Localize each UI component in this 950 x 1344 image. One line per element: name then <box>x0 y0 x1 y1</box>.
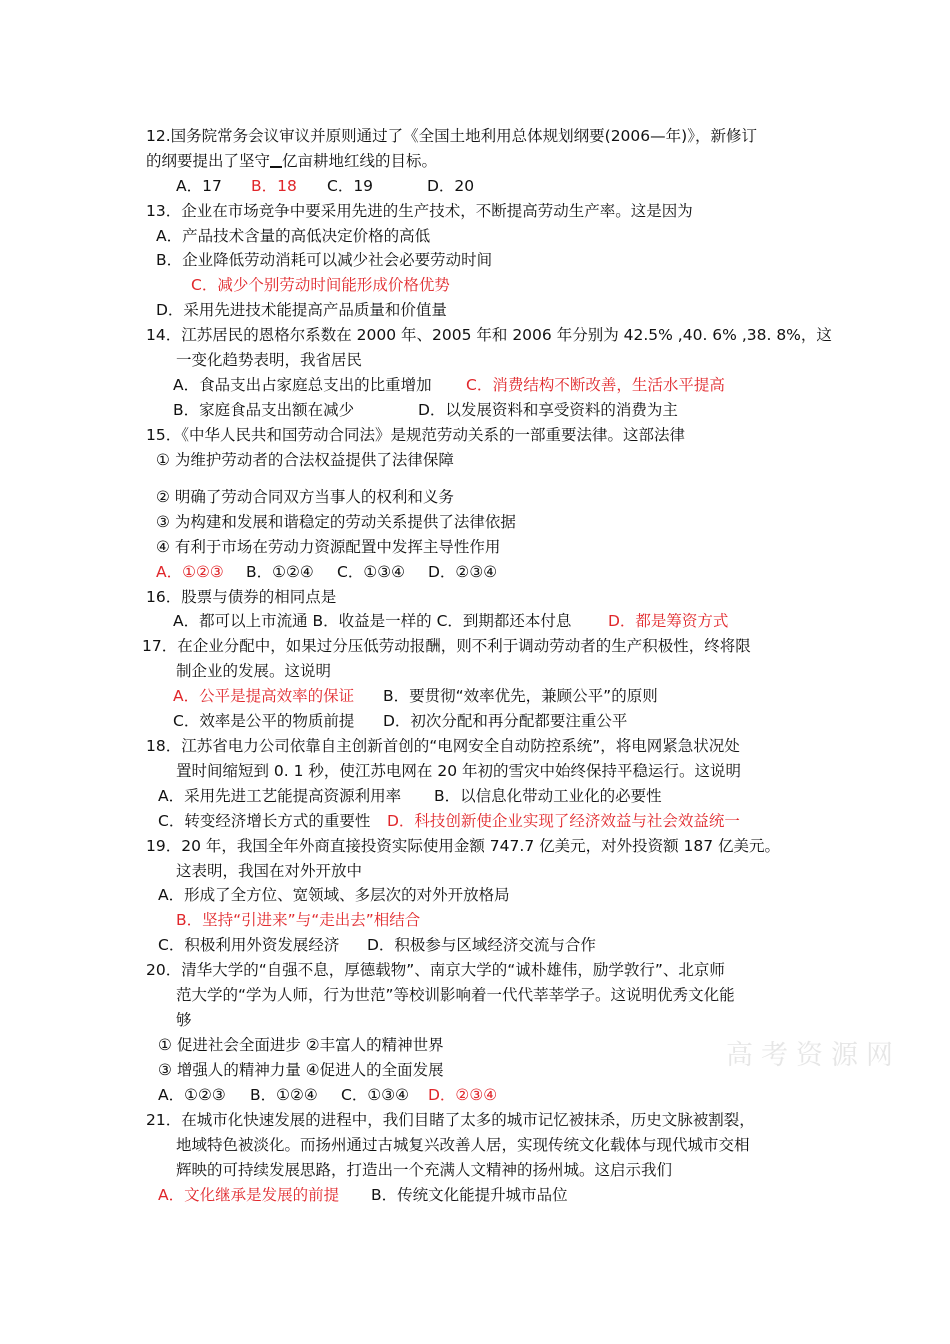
q17-option-a-answer: A．公平是提高效率的保证 <box>173 687 355 705</box>
q13-option-a: A．产品技术含量的高低决定价格的高低 <box>156 227 431 245</box>
q15-statement-4: ④ 有利于市场在劳动力资源配置中发挥主导性作用 <box>156 538 501 556</box>
q15-statement-1: ① 为维护劳动者的合法权益提供了法律保障 <box>156 451 454 469</box>
q20-option-b: B．①②④ <box>250 1086 318 1104</box>
q14-option-a: A．食品支出占家庭总支出的比重增加 <box>173 376 432 394</box>
q19-stem-line1: 19．20 年，我国全年外商直接投资实际使用金额 747.7 亿美元，对外投资额 187 亿美元。 <box>146 837 781 855</box>
q12-option-a: A．17 <box>176 177 222 195</box>
q15-statement-2: ② 明确了劳动合同双方当事人的权利和义务 <box>156 488 454 506</box>
q12-stem-line2a: 的纲要提出了坚守 <box>146 152 271 170</box>
q21-option-b: B．传统文化能提升城市品位 <box>371 1186 568 1204</box>
q15-option-b: B．①②④ <box>246 563 314 581</box>
q21-option-a-answer: A．文化继承是发展的前提 <box>158 1186 340 1204</box>
q14-option-c-answer: C．消费结构不断改善，生活水平提高 <box>466 376 725 394</box>
q20-option-c: C．①③④ <box>341 1086 410 1104</box>
q17-stem-line1: 17．在企业分配中，如果过分压低劳动报酬，则不利于调动劳动者的生产积极性，终将限 <box>142 637 751 655</box>
q17-stem-line2: 制企业的发展。这说明 <box>176 662 332 680</box>
q12-stem-line2 <box>146 151 437 171</box>
q17-option-c: C．效率是公平的物质前提 <box>173 712 355 730</box>
q12-stem-line2b: 亿亩耕地红线的目标。 <box>282 152 438 170</box>
q20-option-d-answer: D．②③④ <box>428 1086 498 1104</box>
q21-stem-line1: 21．在城市化快速发展的进程中，我们目睹了太多的城市记忆被抹杀，历史文脉被割裂， <box>146 1111 755 1129</box>
q15-statement-3: ③ 为构建和发展和谐稳定的劳动关系提供了法律依据 <box>156 513 516 531</box>
q14-option-b: B．家庭食品支出额在减少 <box>173 401 355 419</box>
q13-option-b: B．企业降低劳动消耗可以减少社会必要劳动时间 <box>156 251 493 269</box>
q20-stem-line2: 范大学的“学为人师，行为世范”等校训影响着一代代莘莘学子。这说明优秀文化能 <box>176 986 735 1004</box>
q17-option-b: B．要贯彻“效率优先，兼顾公平”的原则 <box>383 687 658 705</box>
blank-underline <box>270 152 282 168</box>
q19-option-c: C．积极利用外资发展经济 <box>158 936 340 954</box>
q14-option-d: D．以发展资料和享受资料的消费为主 <box>418 401 678 419</box>
q20-option-a: A．①②③ <box>158 1086 226 1104</box>
q18-option-b: B．以信息化带动工业化的必要性 <box>434 787 662 805</box>
q13-option-d: D．采用先进技术能提高产品质量和价值量 <box>156 301 447 319</box>
q16-stem: 16．股票与债券的相同点是 <box>146 588 337 606</box>
q13-option-c-answer: C．减少个别劳动时间能形成价格优势 <box>191 276 450 294</box>
q18-option-c: C．转变经济增长方式的重要性 <box>158 812 371 830</box>
q18-stem-line1: 18．江苏省电力公司依靠自主创新首创的“电网安全自动防控系统”，将电网紧急状况处 <box>146 737 740 755</box>
q20-stem-line1: 20．清华大学的“自强不息，厚德载物”、南京大学的“诚朴雄伟，励学敦行”、北京师 <box>146 961 725 979</box>
q16-options-abc: A．都可以上市流通 B．收益是一样的 C．到期都还本付息 <box>173 612 572 630</box>
q21-stem-line2: 地域特色被淡化。而扬州通过古城复兴改善人居，实现传统文化载体与现代城市交相 <box>176 1136 750 1154</box>
q20-statements-3-4: ③ 增强人的精神力量 ④促进人的全面发展 <box>158 1061 444 1079</box>
q12-stem-line1: 12.国务院常务会议审议并原则通过了《全国土地利用总体规划纲要(2006—年)》，新修订 <box>146 127 757 145</box>
q12-option-b-answer: B．18 <box>251 177 297 195</box>
q19-option-a: A．形成了全方位、宽领域、多层次的对外开放格局 <box>158 886 510 904</box>
q19-stem-line2: 这表明，我国在对外开放中 <box>176 862 363 880</box>
q14-stem-line1: 14．江苏居民的恩格尔系数在 2000 年、2005 年和 2006 年分别为 42.5% ,40. 6% ,38. 8%，这 <box>146 326 832 344</box>
q19-option-b-answer: B．坚持“引进来”与“走出去”相结合 <box>176 911 421 929</box>
q20-statements-1-2: ① 促进社会全面进步 ②丰富人的精神世界 <box>158 1036 444 1054</box>
q15-option-c: C．①③④ <box>337 563 406 581</box>
q13-stem: 13．企业在市场竞争中要采用先进的生产技术，不断提高劳动生产率。这是因为 <box>146 202 693 220</box>
q12-option-d: D．20 <box>427 177 475 195</box>
q16-option-d-answer: D．都是筹资方式 <box>608 612 729 630</box>
q14-stem-line2: 一变化趋势表明，我省居民 <box>176 351 363 369</box>
q12-option-c: C．19 <box>327 177 374 195</box>
q19-option-d: D．积极参与区域经济交流与合作 <box>367 936 596 954</box>
q15-stem: 15．《中华人民共和国劳动合同法》是规范劳动关系的一部重要法律。这部法律 <box>146 426 685 444</box>
q15-option-d: D．②③④ <box>428 563 498 581</box>
q18-option-d-answer: D．科技创新使企业实现了经济效益与社会效益统一 <box>387 812 740 830</box>
q15-option-a-answer: A．①②③ <box>156 563 224 581</box>
q17-option-d: D．初次分配和再分配都要注重公平 <box>383 712 628 730</box>
q20-stem-line3: 够 <box>176 1011 192 1029</box>
watermark: 高考资源网 <box>726 1040 901 1071</box>
q18-stem-line2: 置时间缩短到 0. 1 秒，使江苏电网在 20 年初的雪灾中始终保持平稳运行。这说明 <box>176 762 742 780</box>
q18-option-a: A．采用先进工艺能提高资源利用率 <box>158 787 402 805</box>
q21-stem-line3: 辉映的可持续发展思路，打造出一个充满人文精神的扬州城。这启示我们 <box>176 1161 673 1179</box>
